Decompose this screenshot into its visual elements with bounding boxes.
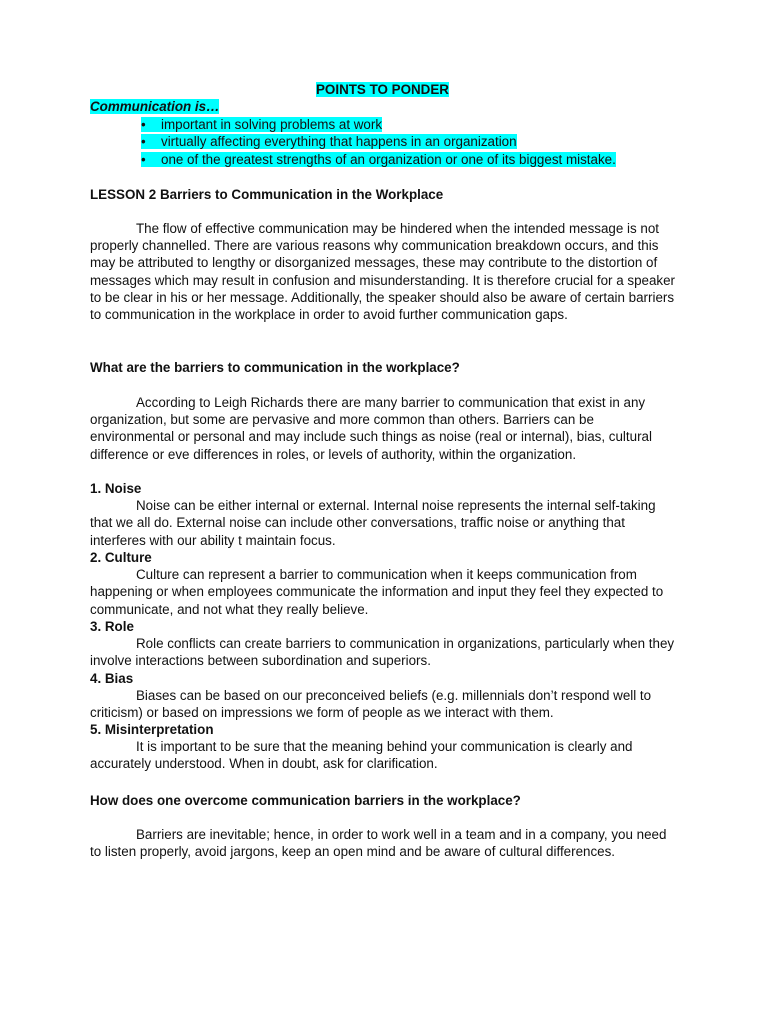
barrier-body: Role conflicts can create barriers to communication in organizations, particularly when they involve interactions between subordination and superiors. bbox=[90, 636, 675, 669]
barrier-title: 3. Role bbox=[90, 619, 134, 634]
list-item bbox=[141, 116, 616, 133]
barrier-section-culture bbox=[90, 549, 680, 618]
barrier-body: Noise can be either internal or external. Internal noise represents the internal self-taking that we all do. External noise can include other conversations, traffic noise or anything that interferes with our ability t maintain focus. bbox=[90, 498, 656, 548]
bullet-marker: • bbox=[141, 117, 146, 132]
barrier-body: Culture can represent a barrier to communication when it keeps communication from happening or when employees communicate the information and input they feel they expected to communicate, and not what they really believe. bbox=[90, 567, 664, 617]
question-overcome-heading: How does one overcome communication barriers in the workplace? bbox=[90, 793, 521, 808]
bullet-text: important in solving problems at work bbox=[161, 117, 383, 132]
barrier-section-noise bbox=[90, 480, 680, 549]
points-to-ponder-text: POINTS TO PONDER bbox=[316, 82, 449, 97]
barrier-section-role bbox=[90, 618, 680, 670]
bullet-text: virtually affecting everything that happens in an organization bbox=[161, 134, 517, 150]
communication-is-label bbox=[90, 98, 219, 115]
intro-paragraph: The flow of effective communication may be hindered when the intended message is not properly channelled. There are various reasons why communication breakdown occurs, and this may be attributed to lengthy or disorganized messages, these may contribute to the distortion of messages which may result in confusion and misunderstanding. It is therefore crucial for a speaker to be clear in his or her message. Additionally, the speaker should also be aware of certain barriers to communication in the workplace in order to avoid further communication gaps. bbox=[90, 221, 676, 323]
answer-overcome-paragraph: Barriers are inevitable; hence, in order to work well in a team and in a company, you need to listen properly, avoid jargons, keep an open mind and be aware of cultural differences. bbox=[90, 827, 667, 860]
barrier-section-misinterpretation bbox=[90, 721, 680, 773]
barrier-section-bias bbox=[90, 670, 680, 722]
points-to-ponder-title bbox=[316, 81, 449, 98]
bullet-marker: • bbox=[141, 134, 146, 150]
bullet-marker: • bbox=[141, 151, 146, 167]
answer-barriers-paragraph: According to Leigh Richards there are many barrier to communication that exist in any organization, but some are pervasive and more common than others. Barriers can be environmental or personal and may include such things as noise (real or internal), bias, cultural difference or eve differences in roles, or levels of authority, within the organization. bbox=[90, 395, 652, 462]
question-barriers-heading: What are the barriers to communication in the workplace? bbox=[90, 360, 460, 375]
barrier-title: 2. Culture bbox=[90, 550, 152, 565]
communication-bullet-list bbox=[141, 116, 616, 168]
communication-is-text: Communication is… bbox=[90, 99, 220, 114]
list-item bbox=[141, 151, 616, 168]
bullet-text: one of the greatest strengths of an organization or one of its biggest mistake. bbox=[161, 151, 616, 167]
list-item bbox=[141, 133, 616, 150]
barrier-body: It is important to be sure that the meaning behind your communication is clearly and accurately understood. When in doubt, ask for clarification. bbox=[90, 739, 633, 772]
barrier-title: 1. Noise bbox=[90, 481, 142, 496]
barrier-title: 5. Misinterpretation bbox=[90, 722, 214, 737]
lesson-heading: LESSON 2 Barriers to Communication in the Workplace bbox=[90, 187, 444, 202]
barrier-body: Biases can be based on our preconceived beliefs (e.g. millennials don’t respond well to criticism) or based on impressions we form of people as we interact with them. bbox=[90, 688, 652, 721]
barrier-title: 4. Bias bbox=[90, 671, 134, 686]
